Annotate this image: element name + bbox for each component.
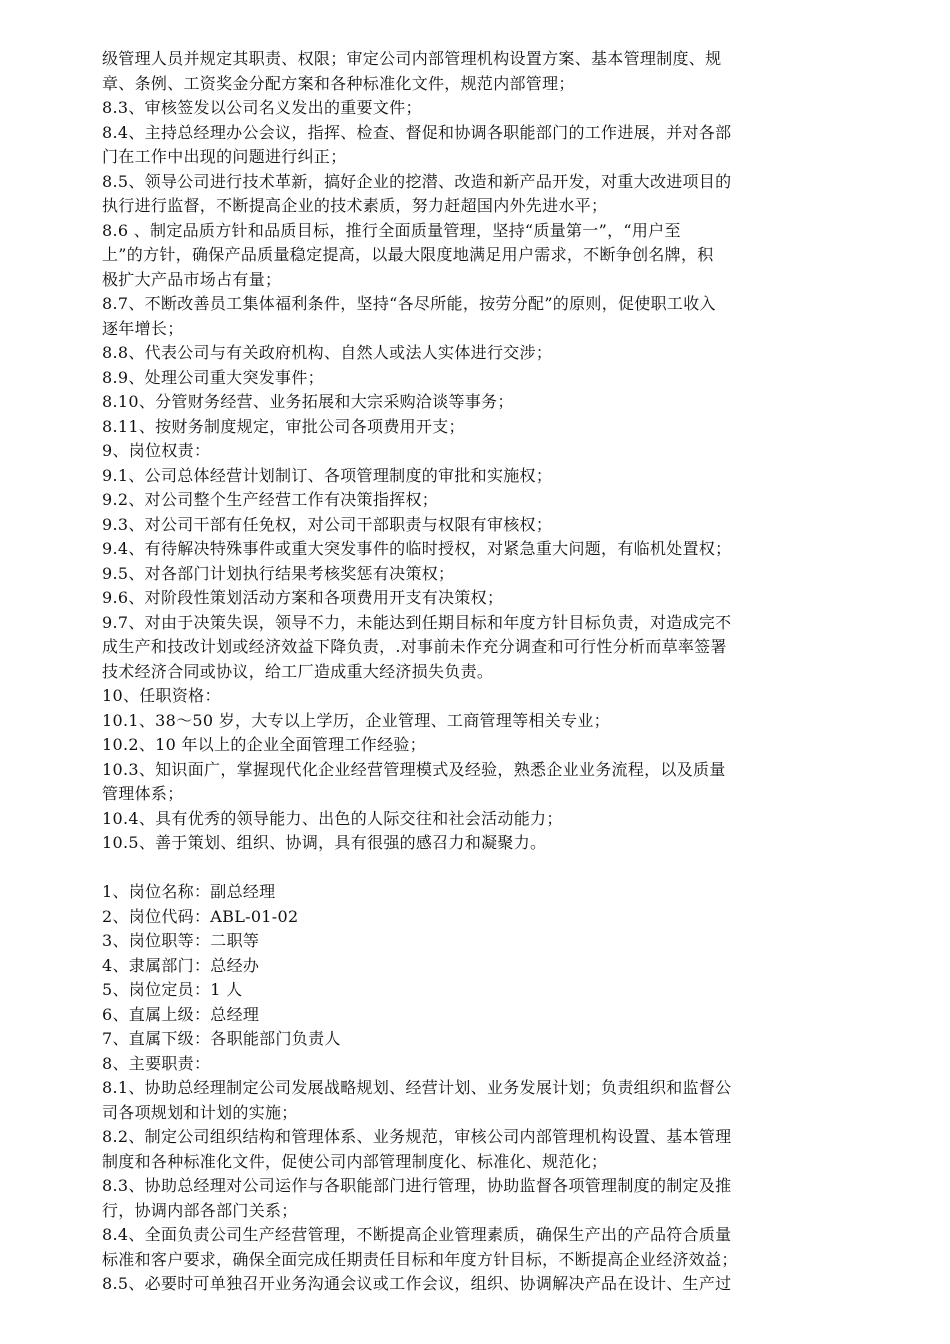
text-line: 制度和各种标准化文件，促使公司内部管理制度化、标准化、规范化； bbox=[102, 1151, 608, 1171]
paragraph-gap bbox=[102, 856, 844, 881]
text-line: 4、隶属部门：总经办 bbox=[102, 955, 260, 975]
text-line: 极扩大产品市场占有量； bbox=[102, 269, 282, 289]
text-line: 8.9、处理公司重大突发事件； bbox=[102, 367, 324, 387]
text-line: 8.3、审核签发以公司名义发出的重要文件； bbox=[102, 98, 422, 117]
text-line: 级管理人员并规定其职责、权限；审定公司内部管理机构设置方案、基本管理制度、规 bbox=[102, 49, 722, 68]
text-line: 5、岗位定员：1 人 bbox=[102, 980, 243, 999]
text-line: 8.8、代表公司与有关政府机构、自然人或法人实体进行交涉； bbox=[102, 343, 553, 362]
text-line: 8.11、按财务制度规定，审批公司各项费用开支； bbox=[102, 416, 465, 436]
text-line: 9.1、公司总体经营计划制订、各项管理制度的审批和实施权； bbox=[102, 465, 553, 485]
text-line: 8.3、协助总经理对公司运作与各职能部门进行管理，协助监督各项管理制度的制定及推 bbox=[102, 1176, 732, 1195]
text-line: 行，协调内部各部门关系； bbox=[102, 1200, 298, 1220]
text-line: 门在工作中出现的问题进行纠正； bbox=[102, 147, 347, 166]
text-line: 9、岗位权责： bbox=[102, 441, 211, 460]
text-line: 10、任职资格： bbox=[102, 686, 221, 705]
text-line: 10.5、善于策划、组织、协调，具有很强的感召力和凝聚力。 bbox=[102, 833, 547, 852]
text-line: 上”的方针，确保产品质量稳定提高，以最大限度地满足用户需求，不断争创名牌，积 bbox=[102, 245, 714, 264]
text-line: 9.6、对阶段性策划活动方案和各项费用开支有决策权； bbox=[102, 588, 504, 607]
text-line: 8.1、协助总经理制定公司发展战略规划、经营计划、业务发展计划；负责组织和监督公 bbox=[102, 1078, 732, 1097]
text-line: 执行进行监督，不断提高企业的技术素质，努力赶超国内外先进水平； bbox=[102, 196, 608, 215]
text-line: 标准和客户要求，确保全面完成任期责任目标和年度方针目标，不断提高企业经济效益； bbox=[102, 1249, 738, 1269]
text-line: 8、主要职责： bbox=[102, 1053, 211, 1073]
text-line: 8.4、主持总经理办公会议，指挥、检查、督促和协调各职能部门的工作进展，并对各部 bbox=[102, 122, 732, 142]
text-line: 8.5、必要时可单独召开业务沟通会议或工作会议，组织、协调解决产品在设计、生产过 bbox=[102, 1274, 732, 1293]
text-line: 章、条例、工资奖金分配方案和各种标准化文件，规范内部管理； bbox=[102, 73, 575, 93]
text-line: 7、直属下级：各职能部门负责人 bbox=[102, 1029, 341, 1048]
text-line: 2、岗位代码：ABL-01-02 bbox=[102, 906, 299, 926]
text-line: 8.5、领导公司进行技术革新，搞好企业的挖潜、改造和新产品开发，对重大改进项目的 bbox=[102, 171, 732, 191]
text-line: 9.5、对各部门计划执行结果考核奖惩有决策权； bbox=[102, 563, 455, 583]
text-line: 9.7、对由于决策失误，领导不力，未能达到任期目标和年度方针目标负责，对造成完不 bbox=[102, 612, 732, 632]
document-page bbox=[102, 47, 844, 1297]
text-line: 管理体系； bbox=[102, 784, 184, 803]
text-line: 10.2、10 年以上的企业全面管理工作经验； bbox=[102, 735, 426, 754]
text-line: 10.1、38～50 岁，大专以上学历，企业管理、工商管理等相关专业； bbox=[102, 710, 610, 730]
text-line: 10.3、知识面广，掌握现代化企业经营管理模式及经验，熟悉企业业务流程，以及质量 bbox=[102, 759, 726, 779]
text-line: 8.2、制定公司组织结构和管理体系、业务规范，审核公司内部管理机构设置、基本管理 bbox=[102, 1127, 732, 1146]
text-line: 3、岗位职等：二职等 bbox=[102, 931, 260, 950]
text-line: 9.2、对公司整个生产经营工作有决策指挥权； bbox=[102, 490, 439, 509]
text-block-deputy-general-manager bbox=[102, 880, 844, 1297]
text-line: 10.4、具有优秀的领导能力、出色的人际交往和社会活动能力； bbox=[102, 808, 563, 828]
text-line: 8.6 、制定品质方针和品质目标，推行全面质量管理，坚持“质量第一”，“用户至 bbox=[102, 220, 681, 240]
text-line: 逐年增长； bbox=[102, 318, 184, 338]
text-line: 8.4、全面负责公司生产经营管理，不断提高企业管理素质，确保生产出的产品符合质量 bbox=[102, 1225, 732, 1244]
text-line: 1、岗位名称：副总经理 bbox=[102, 882, 276, 901]
text-block-general-manager bbox=[102, 47, 844, 856]
text-line: 司各项规划和计划的实施； bbox=[102, 1102, 298, 1122]
text-line: 8.10、分管财务经营、业务拓展和大宗采购洽谈等事务； bbox=[102, 392, 514, 411]
text-line: 6、直属上级：总经理 bbox=[102, 1004, 260, 1024]
text-line: 8.7、不断改善员工集体福利条件，坚持“各尽所能，按劳分配”的原则，促使职工收入 bbox=[102, 294, 716, 313]
text-line: 9.3、对公司干部有任免权，对公司干部职责与权限有审核权； bbox=[102, 514, 553, 534]
text-line: 成生产和技改计划或经济效益下降负责，.对事前未作充分调查和可行性分析而草率签署 bbox=[102, 637, 727, 656]
text-line: 技术经济合同或协议，给工厂造成重大经济损失负责。 bbox=[102, 661, 494, 681]
text-line: 9.4、有待解决特殊事件或重大突发事件的临时授权，对紧急重大问题，有临机处置权； bbox=[102, 539, 732, 558]
